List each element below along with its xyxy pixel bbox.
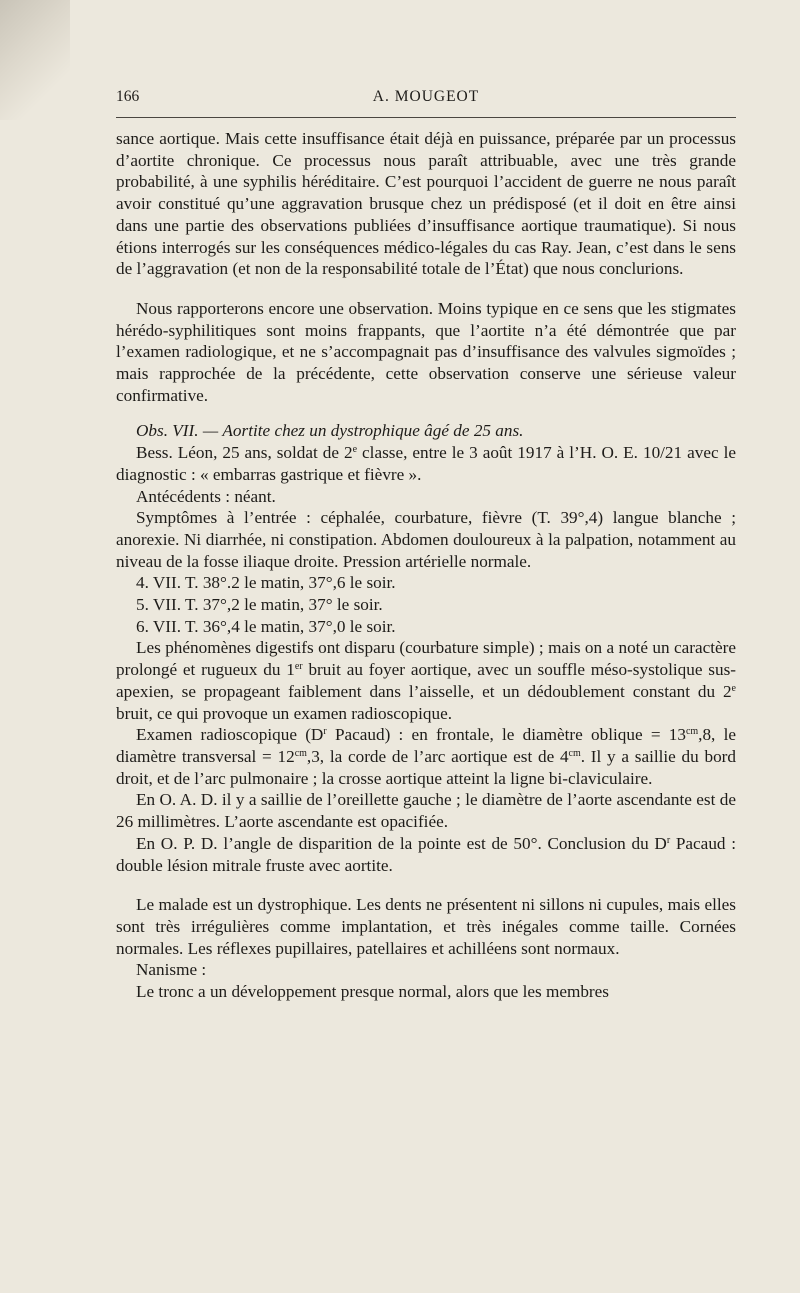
page-header — [116, 88, 736, 110]
antecedents: Antécédents : néant. — [136, 486, 276, 506]
observation-heading — [116, 420, 736, 442]
body-text — [116, 128, 736, 1003]
symptoms: Symptômes à l’entrée : céphalée, courbature, fièvre (T. 39°,4) langue blanche ; anorexie. Ni diarrhée, ni constipation. Abdomen douloureux à la palpation, notamment au niveau de la fosse iliaque droite. Pression artérielle normale. — [116, 508, 736, 571]
page-number: 166 — [116, 88, 140, 105]
trunk-paragraph: Le tronc a un développement presque normal, alors que les membres — [136, 982, 609, 1002]
observation-title: Aortite chez un dystrophique âgé de 25 ans. — [222, 421, 524, 441]
radioscopic-exam: Examen radioscopique ($D^r$ Pacaud) : en frontale, le diamètre oblique = $13^{cm},8$, le diamètre transversal = $12^{cm},3$, la corde de l’arc aortique est de $4^{cm}$. Il y a saillie du bord droit, et de l’arc pulmonaire ; la crosse aortique atteint la ligne bi-claviculaire. — [116, 725, 736, 788]
temperature-line-3: 6. VII. T. 36°,4 le matin, 37°,0 le soir. — [136, 616, 396, 636]
dystrophy-paragraph: Le malade est un dystrophique. Les dents ne présentent ni sillons ni cupules, mais elles sont très irrégulières comme implantation, et très inégales comme taille. Cornées normales. Les réflexes pupillaires, patellaires et achilléens sont normaux. — [116, 895, 736, 958]
observation-label: Obs. VII. — — [136, 421, 219, 441]
paragraph-continuation: sance aortique. Mais cette insuffisance était déjà en puissance, préparée par un processus d’aortite chronique. Ce processus nous paraît attribuable, avec une très grande probabilité, à une syphilis héréditaire. C’est pourquoi l’accident de guerre ne nous paraît avoir constitué qu’une aggravation brusque chez un prédisposé (et il doit en être ainsi dans une partie des observations publiées d’insuffisance aortique traumatique). Si nous étions interrogés sur les conséquences médico-légales du cas Ray. Jean, c’est dans le sens de l’aggravation (et non de la responsabilité totale de l’État) que nous conclurions. — [116, 129, 736, 279]
patient-entry: Bess. Léon, 25 ans, soldat de 2e classe, entre le 3 août 1917 à l’H. O. E. 10/21 avec le diagnostic : « embarras gastrique et fièvre ». — [116, 443, 736, 484]
opd-exam: En O. P. D. l’angle de disparition de la pointe est de 50°. Conclusion du $D^r$ Pacaud : double lésion mitrale fruste avec aortite. — [116, 833, 736, 875]
digestive-phenomena: Les phénomènes digestifs ont disparu (courbature simple) ; mais on a noté un caractère prolongé et rugueux du 1er bruit au foyer aortique, avec un souffle méso-systolique sus-apexien, se propageant faiblement dans l’aisselle, et un dédoublement constant du 2e bruit, ce qui provoque un examen radioscopique. — [116, 638, 736, 723]
nanisme-heading: Nanisme : — [136, 960, 207, 980]
temperature-line-1: 4. VII. T. 38°.2 le matin, 37°,6 le soir. — [136, 573, 396, 593]
oad-exam: En O. A. D. il y a saillie de l’oreillette gauche ; le diamètre de l’aorte ascendante est de 26 millimètres. L’aorte ascendante est opacifiée. — [116, 790, 736, 832]
scan-shadow — [0, 0, 70, 120]
temperature-line-2: 5. VII. T. 37°,2 le matin, 37° le soir. — [136, 595, 383, 615]
running-head: A. MOUGEOT — [372, 88, 480, 105]
header-rule — [116, 117, 736, 118]
paragraph-intro-observation: Nous rapporterons encore une observation. Moins typique en ce sens que les stigmates hérédo-syphilitiques sont moins frappants, que l’aortite n’a été démontrée que par l’examen radiologique, et ne s’accompagnait pas d’insuffisance des valvules sigmoïdes ; mais rapprochée de la précédente, cette observation conserve une sérieuse valeur confirmative. — [116, 298, 736, 405]
